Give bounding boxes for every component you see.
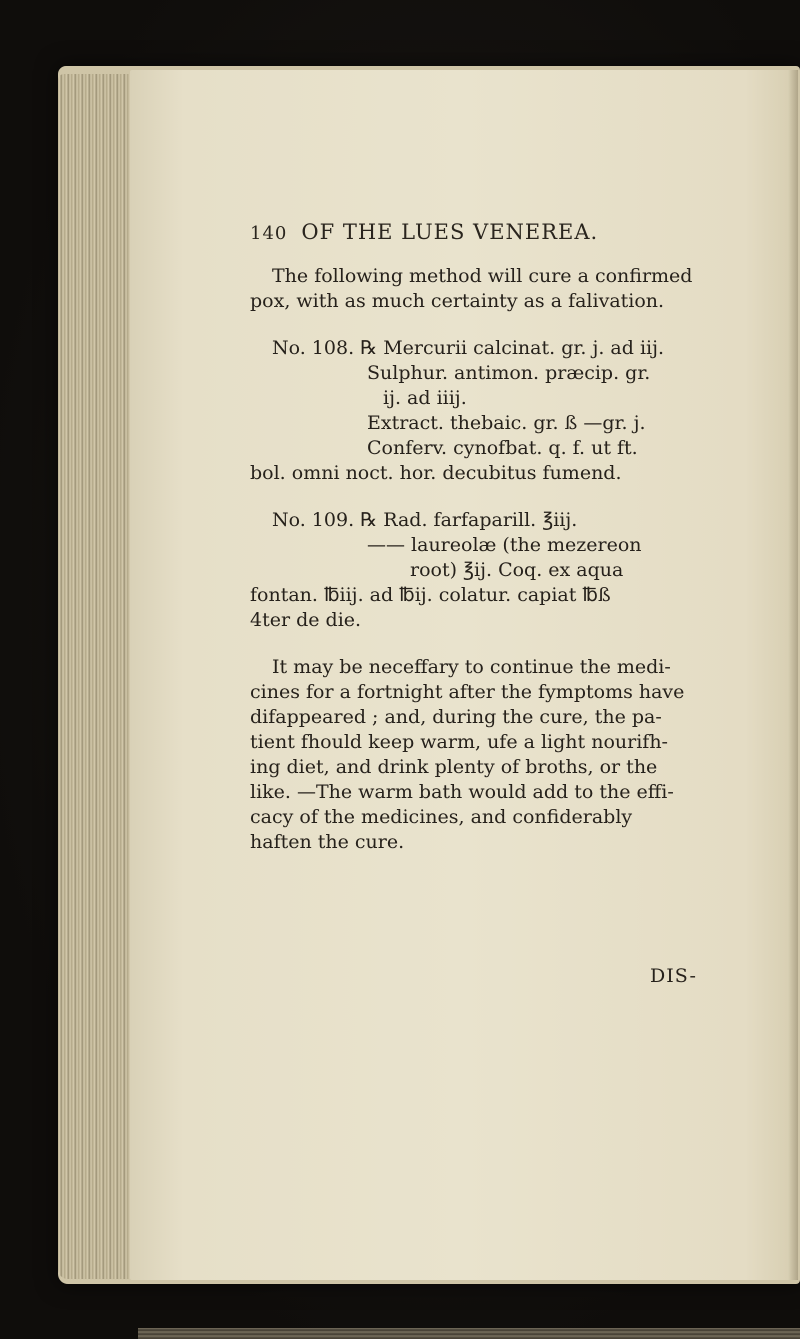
closing-line: It may be neceffary to continue the medi- [272,656,671,678]
closing-line: cacy of the medicines, and confiderably [250,806,633,828]
closing-line: ing diet, and drink plenty of broths, or the [250,756,658,778]
bottom-page-edges [138,1328,800,1339]
running-header [250,220,710,250]
closing-line: like. —The warm bath would add to the effi- [250,781,674,803]
page-edges [58,74,130,1279]
page-text [250,220,710,855]
recipe-109 [250,508,710,633]
recipe-line: fontan. ℔iij. ad ℔ij. colatur. capiat ℔ß [250,584,611,606]
closing-paragraph [250,655,710,855]
recipe-line: bol. omni noct. hor. decubitus fumend. [250,462,622,484]
recipe-line: No. 108. ℞ Mercurii calcinat. gr. j. ad iij. [272,337,665,359]
closing-line: difappeared ; and, during the cure, the pa- [250,706,662,728]
recipe-line: 4ter de die. [250,609,362,631]
intro-paragraph [250,264,710,314]
catchword: DIS- [650,965,697,987]
recipe-line: ij. ad iiij. [383,387,467,409]
recipe-line: root) ℥ij. Coq. ex aqua [410,559,624,581]
page-number: 140 [250,223,288,244]
closing-line: haften the cure. [250,831,405,853]
closing-line: tient fhould keep warm, ufe a light nourifh- [250,731,668,753]
recipe-line: Conferv. cynofbat. q. f. ut ft. [367,437,638,459]
recipe-line: Extract. thebaic. gr. ß —gr. j. [367,412,646,434]
page-shadow [788,70,798,1280]
intro-line: pox, with as much certainty as a falivation. [250,290,665,312]
recipe-line: Sulphur. antimon. præcip. gr. [367,362,651,384]
recipe-line: No. 109. ℞ Rad. farfaparill. ℥iij. [272,509,578,531]
recipe-line: —— laureolæ (the mezereon [367,534,642,556]
closing-line: cines for a fortnight after the fymptoms have [250,681,685,703]
intro-line: The following method will cure a confirmed [272,265,693,287]
recipe-108 [250,336,710,486]
running-title: OF THE LUES VENEREA. [301,220,599,244]
